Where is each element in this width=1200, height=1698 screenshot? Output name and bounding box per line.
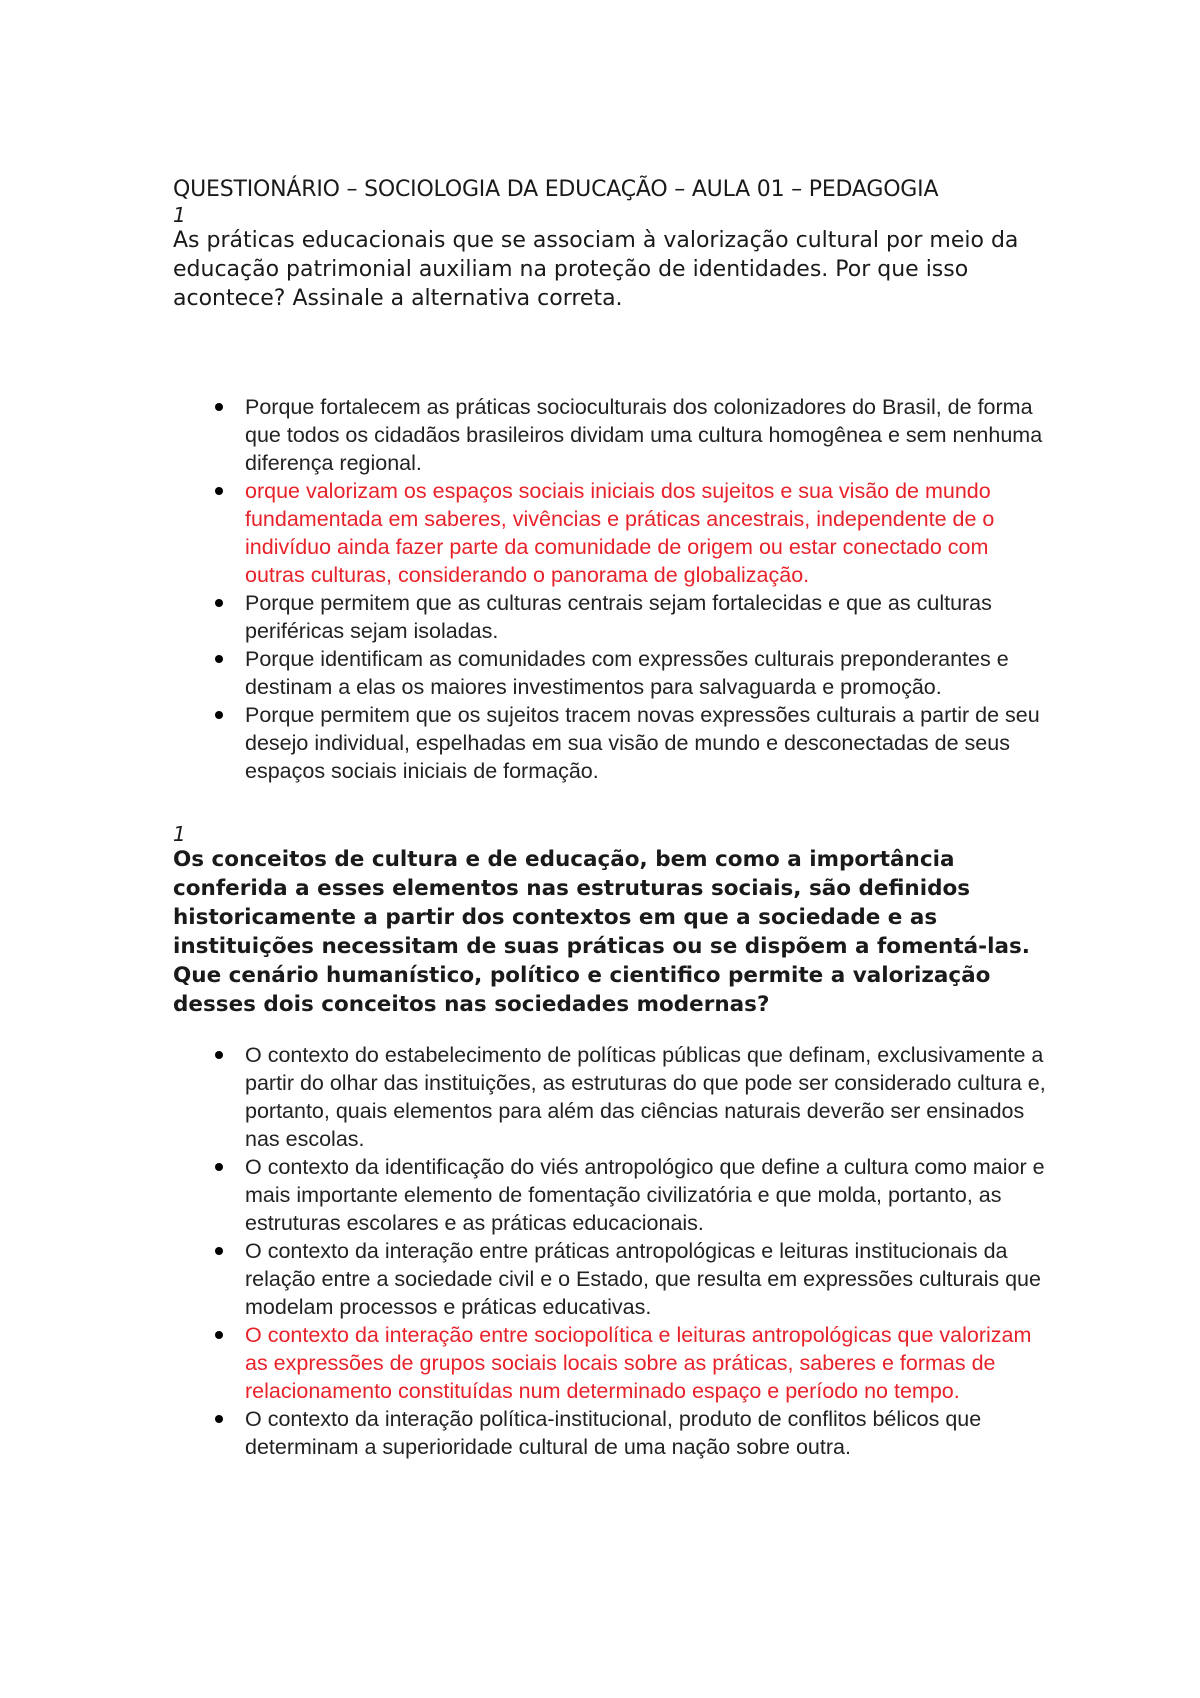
bullet-icon <box>215 599 223 607</box>
option-item[interactable] <box>173 393 1053 477</box>
option-item[interactable] <box>173 1237 1053 1321</box>
option-text: O contexto da interação política-institucional, produto de conflitos bélicos que determinam a superioridade cultural de uma nação sobre outra. <box>245 1407 982 1459</box>
option-item[interactable] <box>173 701 1053 785</box>
bullet-icon <box>215 655 223 663</box>
option-text: Porque permitem que as culturas centrais sejam fortalecidas e que as culturas periféricas sejam isoladas. <box>245 591 992 643</box>
bullet-icon <box>215 1163 223 1171</box>
question-text: As práticas educacionais que se associam à valorização cultural por meio da educação patrimonial auxiliam na proteção de identidades. Por que isso acontece? Assinale a alternativa correta. <box>173 228 1019 311</box>
option-text: O contexto da identificação do viés antropológico que define a cultura como maior e mais importante elemento de fomentação civilizatória e que molda, portanto, as estruturas escolares e as práticas educacionais. <box>245 1155 1045 1235</box>
option-text: O contexto do estabelecimento de políticas públicas que definam, exclusivamente a partir do olhar das instituições, as estruturas do que pode ser considerado cultura e, portanto, quais elementos para além das ciências naturais deverão ser ensinados nas escolas. <box>245 1043 1046 1151</box>
option-text: Porque identificam as comunidades com expressões culturais preponderantes e destinam a elas os maiores investimentos para salvaguarda e promoção. <box>245 647 1009 699</box>
option-item[interactable] <box>173 1321 1053 1405</box>
question-2 <box>173 823 1053 1461</box>
question-text: Os conceitos de cultura e de educação, bem como a importância conferida a esses elementos nas estruturas sociais, são definidos historicamente a partir dos contextos em que a sociedade e as instituições necessitam de suas práticas ou se dispõem a fomentá-las. Que cenário humanístico, político e cientifico permite a valorização desses dois conceitos nas sociedades modernas? <box>173 847 1030 1017</box>
question-number: 1 <box>173 203 186 227</box>
options-list <box>173 1041 1053 1461</box>
option-item[interactable] <box>173 589 1053 645</box>
option-text: Porque permitem que os sujeitos tracem novas expressões culturais a partir de seu desejo individual, espelhadas em sua visão de mundo e desconectadas de seus espaços sociais iniciais de formação. <box>245 703 1040 783</box>
bullet-icon <box>215 487 223 495</box>
bullet-icon <box>215 1331 223 1339</box>
bullet-icon <box>215 711 223 719</box>
option-item[interactable] <box>173 1041 1053 1153</box>
bullet-icon <box>215 1247 223 1255</box>
option-text: Porque fortalecem as práticas socioculturais dos colonizadores do Brasil, de forma que todos os cidadãos brasileiros dividam uma cultura homogênea e sem nenhuma diferença regional. <box>245 395 1043 475</box>
option-text: O contexto da interação entre sociopolítica e leituras antropológicas que valorizam as expressões de grupos sociais locais sobre as práticas, saberes e formas de relacionamento constituídas num determinado espaço e período no tempo. <box>245 1323 1032 1403</box>
option-item[interactable] <box>173 1405 1053 1461</box>
document-page <box>173 176 1053 1461</box>
option-text: O contexto da interação entre práticas antropológicas e leituras institucionais da relação entre a sociedade civil e o Estado, que resulta em expressões culturais que modelam processos e práticas educativas. <box>245 1239 1041 1319</box>
option-item[interactable] <box>173 1153 1053 1237</box>
question-1 <box>173 204 1053 785</box>
options-list <box>173 393 1053 785</box>
bullet-icon <box>215 403 223 411</box>
option-item[interactable] <box>173 477 1053 589</box>
option-item[interactable] <box>173 645 1053 701</box>
document-title: QUESTIONÁRIO – SOCIOLOGIA DA EDUCAÇÃO – AULA 01 – PEDAGOGIA <box>173 177 939 202</box>
bullet-icon <box>215 1415 223 1423</box>
bullet-icon <box>215 1051 223 1059</box>
option-text: orque valorizam os espaços sociais iniciais dos sujeitos e sua visão de mundo fundamentada em saberes, vivências e práticas ancestrais, independente de o indivíduo ainda fazer parte da comunidade de origem ou estar conectado com outras culturas, considerando o panorama de globalização. <box>245 479 995 587</box>
question-number: 1 <box>173 822 186 846</box>
